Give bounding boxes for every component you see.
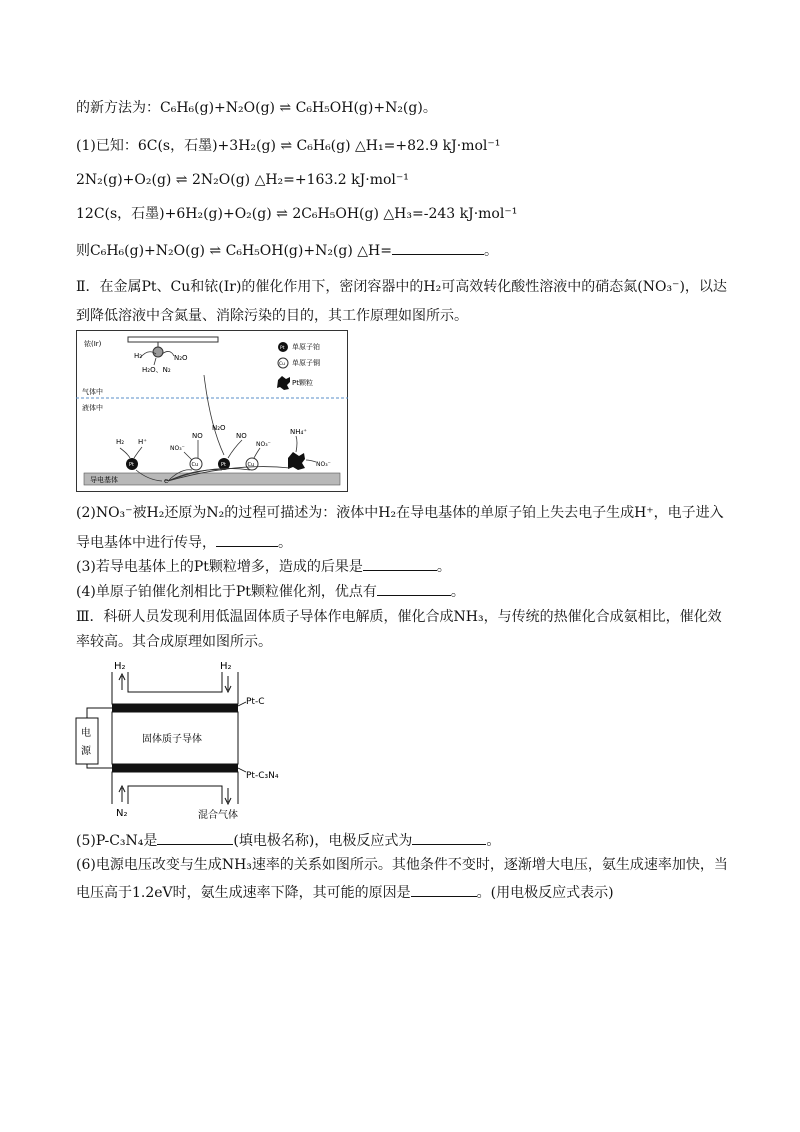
no3-c-label: NO₃⁻ [316,461,331,468]
hplus-label: H⁺ [138,438,147,446]
intro-line [76,98,437,118]
q6-line1 [76,855,728,875]
bottom-chamber-outer [112,772,238,804]
q2-answer-blank[interactable] [216,532,278,547]
ir-label: 铱(Ir) [84,340,102,348]
q1-line4-text: 则C₆H₆(g)+N₂O(g) ⇌ C₆H₅OH(g)+N₂(g) △H= [76,243,392,259]
q6-answer-blank[interactable] [411,882,477,897]
legend-cu-symbol: Cu [279,362,285,367]
mixed-gas-label: 混合气体 [198,810,238,821]
cu-atom-1-symbol: Cu [191,462,199,468]
q2-line2 [76,532,292,553]
h2o-n2-label: H₂O、N₂ [142,366,171,374]
q4-text: (4)单原子铂催化剂相比于Pt颗粒催化剂，优点有 [76,584,377,600]
wire-top [87,708,112,718]
no3-b-label: NO₃⁻ [256,441,271,448]
q1-line3-text: 12C(s，石墨)+6H₂(g)+O₂(g) ⇌ 2C₆H₅OH(g) △H₃=-243 kJ·mol⁻¹ [76,206,518,222]
q1-line3 [76,204,517,224]
conductive-base [84,473,340,485]
power-source-box [76,718,98,764]
section2-line1-text: Ⅱ．在金属Pt、Cu和铱(Ir)的催化作用下，密闭容器中的H₂可高效转化酸性溶液中的硝态氮(NO₃⁻)，以达 [76,279,727,295]
q6-line1-text: (6)电源电压改变与生成NH₃速率的关系如图所示。其他条件不变时，逐渐增大电压，氨生成速率加快，当 [76,857,728,873]
h2-label: H₂ [116,438,125,446]
electrolysis-cell-diagram [70,654,320,824]
q1-line1 [76,136,500,156]
q5-text-a: (5)P-C₃N₄是 [76,833,158,849]
legend-pt-label: 单原子铂 [292,343,320,351]
q1-line2-text: 2N₂(g)+O₂(g) ⇌ 2N₂O(g) △H₂=+163.2 kJ·mol⁻¹ [76,172,409,188]
section2-line1 [76,277,727,297]
n2o-top-label: N₂O [174,354,188,362]
liquid-label: 液体中 [82,404,103,412]
q5-blank-equation[interactable] [412,830,486,845]
no-b-label: NO [236,432,247,440]
legend-ptp-label: Pt颗粒 [292,379,313,387]
section3-line1-text: Ⅲ．科研人员发现利用低温固体质子导体作电解质，催化合成NH₃，与传统的热催化合成氨相比，催化效 [76,609,722,625]
conductor-label: 固体质子导体 [142,734,202,745]
q6-line2-text: 电压高于1.2eV时，氨生成速率下降，其可能的原因是 [76,885,411,901]
q3-answer-blank[interactable] [363,556,437,571]
section3-line1 [76,607,722,627]
q3-text: (3)若导电基体上的Pt颗粒增多，造成的后果是 [76,559,363,575]
q5-end: 。 [486,833,501,849]
bottom-chamber-inner [128,786,222,804]
iridium-plate [128,337,218,342]
n2o-mid-label: N₂O [212,424,226,432]
q6-end: 。(用电极反应式表示) [476,885,614,901]
q2-text2: 导电基体中进行传导， [76,535,216,551]
intro-text: 的新方法为：C₆H₆(g)+N₂O(g) ⇌ C₆H₅OH(g)+N₂(g)。 [76,100,437,116]
q3-end: 。 [436,559,451,575]
section2-line2 [76,306,468,326]
q5-blank-electrode[interactable] [157,830,233,845]
power-label-2: 源 [81,746,91,757]
pt-c3n4-label: Pt-C₃N₄ [246,771,279,781]
wire-bottom [87,764,112,768]
q4-answer-blank[interactable] [377,581,451,596]
q4-end: 。 [450,584,465,600]
q2-text: (2)NO₃⁻被H₂还原为N₂的过程可描述为：液体中H₂在导电基体的单原子铂上失去电子生成H⁺，电子进入 [76,505,724,521]
h2-top-label: H₂ [134,352,143,360]
pt-c-leader [238,702,246,706]
no3-a-label: NO₃⁻ [170,445,185,452]
q1-line4 [76,240,498,261]
no-a-label: NO [192,432,203,440]
catalysis-diagram [76,330,348,492]
legend-pt-symbol: Pt [280,346,285,351]
n2-label: N₂ [116,808,128,819]
pt-c3n4-leader [238,768,246,772]
h2-right-label: H₂ [220,661,232,672]
h2-left-label: H₂ [114,661,126,672]
q1-answer-blank[interactable] [392,240,484,255]
q3-line [76,556,451,577]
section2-line2-text: 到降低溶液中含氮量、消除污染的目的，其工作原理如图所示。 [76,308,468,324]
top-chamber-outer [112,672,238,704]
legend-cu-label: 单原子铜 [292,359,320,367]
q6-line2 [76,882,614,903]
section3-line2-text: 率较高。其合成原理如图所示。 [76,634,272,650]
cu-atom-2-symbol: Cu [247,462,255,468]
q1-end: 。 [483,243,498,259]
q2-end: 。 [278,535,292,551]
pt-single-atom-1-symbol: Pt [129,462,134,468]
nh4-label: NH₄⁺ [290,428,308,436]
power-label-1: 电 [81,728,91,739]
top-chamber-inner [128,672,222,692]
base-label: 导电基体 [90,476,118,484]
q5-text-b: (填电极名称)，电极反应式为 [233,833,413,849]
electron-label: e [164,477,169,485]
q4-line [76,581,465,602]
pt-c-label: Pt-C [246,697,265,707]
gas-label: 气体中 [82,388,103,396]
iridium-atom-icon [153,347,163,357]
diagram-frame [77,331,348,492]
q2-line1 [76,503,724,523]
q5-line [76,830,500,851]
section3-line2 [76,632,272,652]
pt-c-electrode [112,704,238,712]
q1-line1-text: (1)已知：6C(s，石墨)+3H₂(g) ⇌ C₆H₆(g) △H₁=+82.9 kJ·mol⁻¹ [76,138,501,154]
pt-c3n4-electrode [112,764,238,772]
pt-single-atom-2-symbol: Pt [221,462,226,468]
q1-line2 [76,170,409,190]
